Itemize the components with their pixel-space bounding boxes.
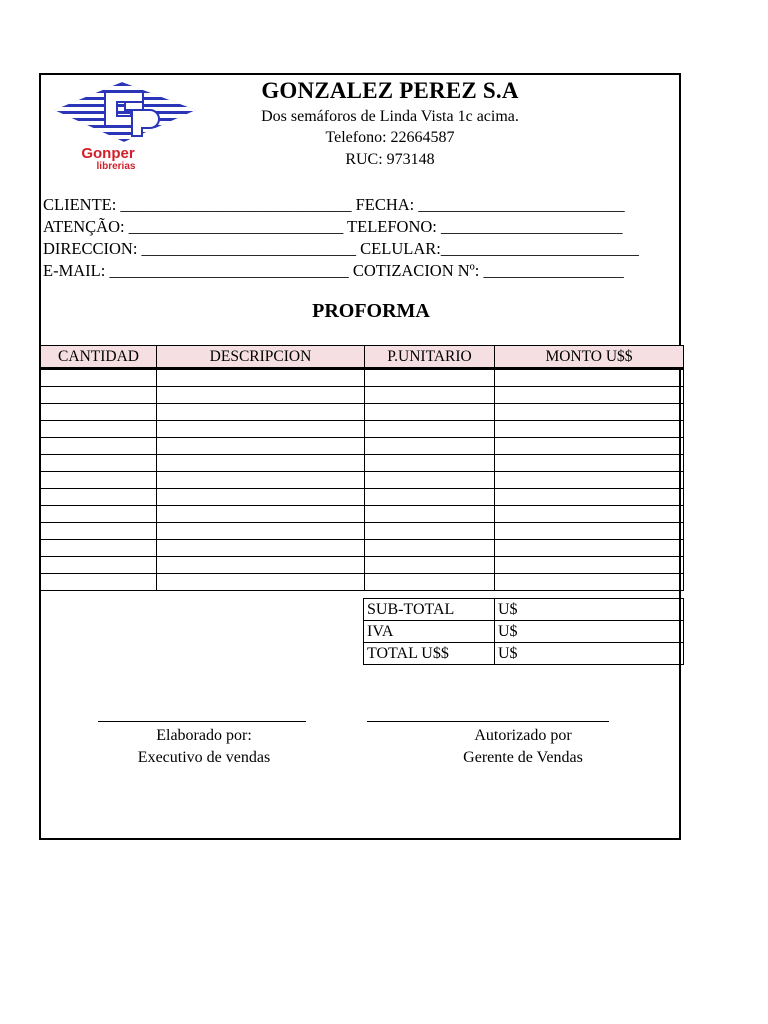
table-cell[interactable] (157, 438, 365, 455)
document-title: PROFORMA (312, 300, 430, 322)
table-cell[interactable] (365, 540, 495, 557)
table-cell[interactable] (157, 369, 365, 387)
total-label: TOTAL U$$ (364, 643, 495, 665)
table-cell[interactable] (365, 438, 495, 455)
table-cell[interactable] (365, 472, 495, 489)
table-row (41, 557, 684, 574)
table-row (41, 404, 684, 421)
table-row (41, 421, 684, 438)
subtotal-row (364, 599, 684, 621)
table-cell[interactable] (41, 506, 157, 523)
table-row (41, 540, 684, 557)
table-cell[interactable] (495, 369, 684, 387)
total-row (364, 643, 684, 665)
table-row (41, 387, 684, 404)
tax-row (364, 621, 684, 643)
table-row (41, 455, 684, 472)
table-cell[interactable] (365, 455, 495, 472)
table-cell[interactable] (495, 574, 684, 591)
tax-label: IVA (364, 621, 495, 643)
table-cell[interactable] (157, 523, 365, 540)
table-cell[interactable] (41, 404, 157, 421)
table-cell[interactable] (41, 472, 157, 489)
table-cell[interactable] (495, 455, 684, 472)
table-row (41, 472, 684, 489)
table-cell[interactable] (41, 574, 157, 591)
table-header-row (41, 346, 684, 369)
table-cell[interactable] (157, 540, 365, 557)
table-cell[interactable] (41, 369, 157, 387)
table-cell[interactable] (495, 540, 684, 557)
table-cell[interactable] (157, 506, 365, 523)
table-cell[interactable] (365, 557, 495, 574)
email-quote-number-fields[interactable]: E-MAIL: _____________________________ COTIZACION Nº: _________________ (43, 261, 624, 280)
items-table (40, 345, 684, 591)
table-row (41, 438, 684, 455)
table-cell[interactable] (41, 540, 157, 557)
tax-value[interactable]: U$ (495, 621, 684, 643)
company-phone: Telefono: 22664587 (325, 129, 455, 146)
table-cell[interactable] (41, 387, 157, 404)
table-cell[interactable] (495, 404, 684, 421)
table-cell[interactable] (157, 574, 365, 591)
table-cell[interactable] (495, 421, 684, 438)
table-cell[interactable] (157, 404, 365, 421)
table-cell[interactable] (41, 455, 157, 472)
table-cell[interactable] (365, 574, 495, 591)
gonper-logo (50, 80, 198, 172)
table-cell[interactable] (157, 489, 365, 506)
table-row (41, 523, 684, 540)
table-row (41, 489, 684, 506)
table-cell[interactable] (365, 369, 495, 387)
header-quantity: CANTIDAD (41, 346, 157, 369)
total-value[interactable]: U$ (495, 643, 684, 665)
table-cell[interactable] (495, 387, 684, 404)
table-cell[interactable] (365, 506, 495, 523)
client-date-fields[interactable]: CLIENTE: ____________________________ FECHA: _________________________ (43, 195, 625, 214)
table-cell[interactable] (157, 557, 365, 574)
header-unit-price: P.UNITARIO (365, 346, 495, 369)
table-cell[interactable] (157, 421, 365, 438)
table-cell[interactable] (157, 387, 365, 404)
table-cell[interactable] (495, 438, 684, 455)
table-cell[interactable] (365, 489, 495, 506)
table-row (41, 574, 684, 591)
table-cell[interactable] (495, 557, 684, 574)
table-cell[interactable] (157, 455, 365, 472)
table-cell[interactable] (365, 387, 495, 404)
table-cell[interactable] (365, 523, 495, 540)
authorized-by-label: Autorizado por (474, 727, 572, 744)
authorized-by-role: Gerente de Vendas (463, 749, 583, 766)
table-cell[interactable] (41, 557, 157, 574)
prepared-by-label: Elaborado por: (156, 727, 252, 744)
table-cell[interactable] (495, 506, 684, 523)
subtotal-label: SUB-TOTAL (364, 599, 495, 621)
subtotal-value[interactable]: U$ (495, 599, 684, 621)
table-cell[interactable] (365, 404, 495, 421)
company-address: Dos semáforos de Linda Vista 1c acima. (261, 108, 519, 125)
logo-brand-text: Gonper (81, 145, 135, 162)
header-amount: MONTO U$$ (495, 346, 684, 369)
table-cell[interactable] (41, 421, 157, 438)
company-name: GONZALEZ PEREZ S.A (261, 78, 519, 103)
totals-table (363, 598, 684, 665)
table-cell[interactable] (365, 421, 495, 438)
attention-phone-fields[interactable]: ATENÇÃO: __________________________ TELEFONO: ______________________ (43, 217, 623, 236)
table-cell[interactable] (41, 523, 157, 540)
table-cell[interactable] (41, 438, 157, 455)
table-cell[interactable] (41, 489, 157, 506)
table-cell[interactable] (495, 472, 684, 489)
table-cell[interactable] (157, 472, 365, 489)
table-cell[interactable] (495, 523, 684, 540)
table-row (41, 369, 684, 387)
address-cellphone-fields[interactable]: DIRECCION: __________________________ CELULAR:________________________ (43, 239, 639, 258)
prepared-by-signature-line (98, 721, 306, 722)
table-cell[interactable] (495, 489, 684, 506)
company-ruc: RUC: 973148 (345, 151, 435, 168)
authorized-by-signature-line (367, 721, 609, 722)
header-description: DESCRIPCION (157, 346, 365, 369)
prepared-by-role: Executivo de vendas (137, 749, 271, 766)
logo-sub-text: librerias (96, 161, 136, 172)
table-row (41, 506, 684, 523)
